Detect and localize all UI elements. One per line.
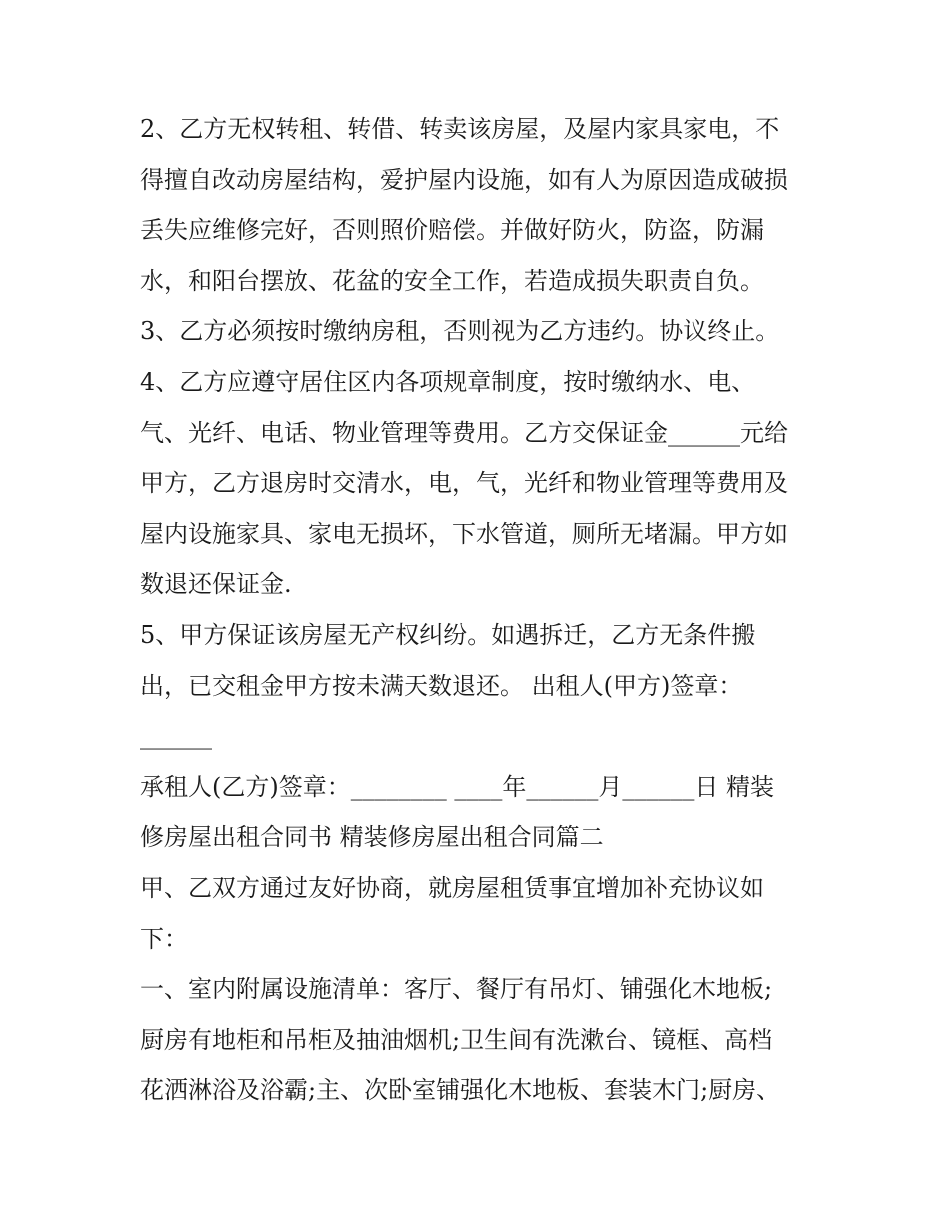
text-line: 屋内设施家具、家电无损坏，下水管道，厕所无堵漏。甲方如 bbox=[140, 519, 788, 548]
signature-blank-line: ______ bbox=[140, 722, 212, 751]
document-body bbox=[140, 104, 820, 1116]
text-line: 厨房有地柜和吊柜及抽油烟机;卫生间有洗漱台、镜框、高档 bbox=[140, 1025, 773, 1054]
text-line: 出，已交租金甲方按未满天数退还。 出租人(甲方)签章： bbox=[140, 671, 743, 700]
text-line: 得擅自改动房屋结构，爱护屋内设施，如有人为原因造成破损 bbox=[140, 165, 788, 194]
text-line: 甲方，乙方退房时交清水，电，气，光纤和物业管理等费用及 bbox=[140, 469, 788, 498]
text-line: 3、乙方必须按时缴纳房租，否则视为乙方违约。协议终止。 bbox=[140, 317, 780, 346]
text-line: 一、室内附属设施清单：客厅、餐厅有吊灯、铺强化木地板; bbox=[140, 975, 773, 1004]
text-line: 修房屋出租合同书 精装修房屋出租合同篇二 bbox=[140, 823, 604, 852]
text-line: 数退还保证金. bbox=[140, 570, 292, 599]
text-line: 2、乙方无权转租、转借、转卖该房屋，及屋内家具家电，不 bbox=[140, 115, 780, 143]
text-line: 气、光纤、电话、物业管理等费用。乙方交保证金______元给 bbox=[140, 418, 788, 447]
text-line: 甲、乙双方通过友好协商，就房屋租赁事宜增加补充协议如 bbox=[140, 873, 764, 902]
text-line: 花洒淋浴及浴霸;主、次卧室铺强化木地板、套装木门;厨房、 bbox=[140, 1076, 781, 1105]
text-line: 5、甲方保证该房屋无产权纠纷。如遇拆迁，乙方无条件搬 bbox=[140, 620, 756, 649]
text-line: 水，和阳台摆放、花盆的安全工作，若造成损失职责自负。 bbox=[140, 266, 764, 295]
text-line: 丢失应维修完好，否则照价赔偿。并做好防火，防盗，防漏 bbox=[140, 216, 764, 245]
text-line: 4、乙方应遵守居住区内各项规章制度，按时缴纳水、电、 bbox=[140, 367, 756, 396]
text-line: 下： bbox=[140, 924, 188, 953]
text-line: 承租人(乙方)签章：________ ____年______月______日 精装 bbox=[140, 772, 774, 801]
